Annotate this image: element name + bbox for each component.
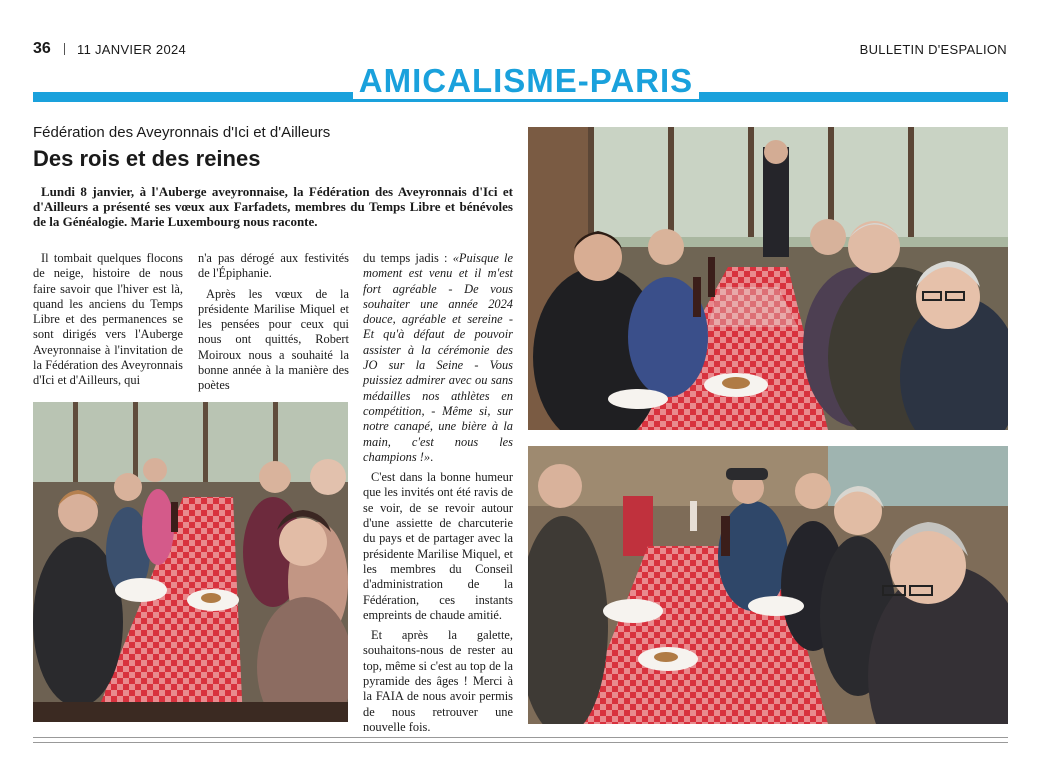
quote-end: . <box>430 449 434 464</box>
article-column-2 <box>198 251 349 399</box>
section-title: AMICALISME-PARIS <box>353 62 699 99</box>
publication-name: BULLETIN D'ESPALION <box>859 42 1007 57</box>
footer-rule <box>33 742 1008 743</box>
header-separator <box>64 43 65 55</box>
article-column-3 <box>363 251 513 740</box>
page-number: 36 <box>33 40 51 57</box>
paragraph: Et après la galette, souhaitons-nous de rester au top, même si c'est au top de la pyramide des âges ! Merci à la FAIA de nous avoir permis de nous retrouver une nouvelle fois. <box>363 628 513 734</box>
footer-rule <box>33 737 1008 738</box>
issue-date: 11 JANVIER 2024 <box>77 42 187 57</box>
photo-table-window <box>528 127 1008 430</box>
poem-quote: «Puisque le moment est venu et il m'est fort agréable - De vous souhaiter une année 2024 douce, agréable et sereine - Et qu'à défaut de pouvoir assister à la cérémonie des JO sur la Seine - Vous puissiez admirer avec ou sans médailles nos athlètes en compétition, - Même si, sur notre canapé, une bière à la main, c'est nous les champions !» <box>363 251 513 464</box>
article-lede: Lundi 8 janvier, à l'Auberge aveyronnaise, la Fédération des Aveyronnais d'Ici et d'Ailleurs a présenté ses vœux aux Farfadets, membres du Temps Libre et bénévoles de la Généalogie. Marie Luxembourg nous raconte. <box>33 184 513 229</box>
article-kicker: Fédération des Aveyronnais d'Ici et d'Ailleurs <box>33 124 331 141</box>
paragraph: Après les vœux de la présidente Marilise Miquel et les pensées pour ceux qui nous ont quittés, Robert Moiroux nous a souhaité la bonne année à la manière des poètes <box>198 286 349 393</box>
photo-ladies-table <box>33 402 348 722</box>
quote-paragraph <box>363 251 513 465</box>
paragraph: n'a pas dérogé aux festivités de l'Épiphanie. <box>198 251 349 281</box>
paragraph: C'est dans la bonne humeur que les invités ont été ravis de se voir, de se revoir autour d'une assiette de charcuterie du pays et de partager avec la présidente Marilise Miquel, et les membres du Conseil d'administration de la Fédération, ces instants empreints de chaude amitié. <box>363 470 513 622</box>
photo-group-lunch <box>528 446 1008 724</box>
article-column-1 <box>33 251 183 394</box>
quote-intro: du temps jadis : <box>363 251 453 265</box>
section-title-wrapper <box>0 62 1052 100</box>
article-headline: Des rois et des reines <box>33 146 261 171</box>
paragraph: Il tombait quelques flocons de neige, histoire de nous faire savoir que l'hiver est là, quand les anciens du Temps Libre et des permanences se sont dirigés vers l'Auberge Aveyronnaise à l'invitation de la Fédération des Aveyronnais d'Ici et d'Ailleurs, qui <box>33 251 183 388</box>
